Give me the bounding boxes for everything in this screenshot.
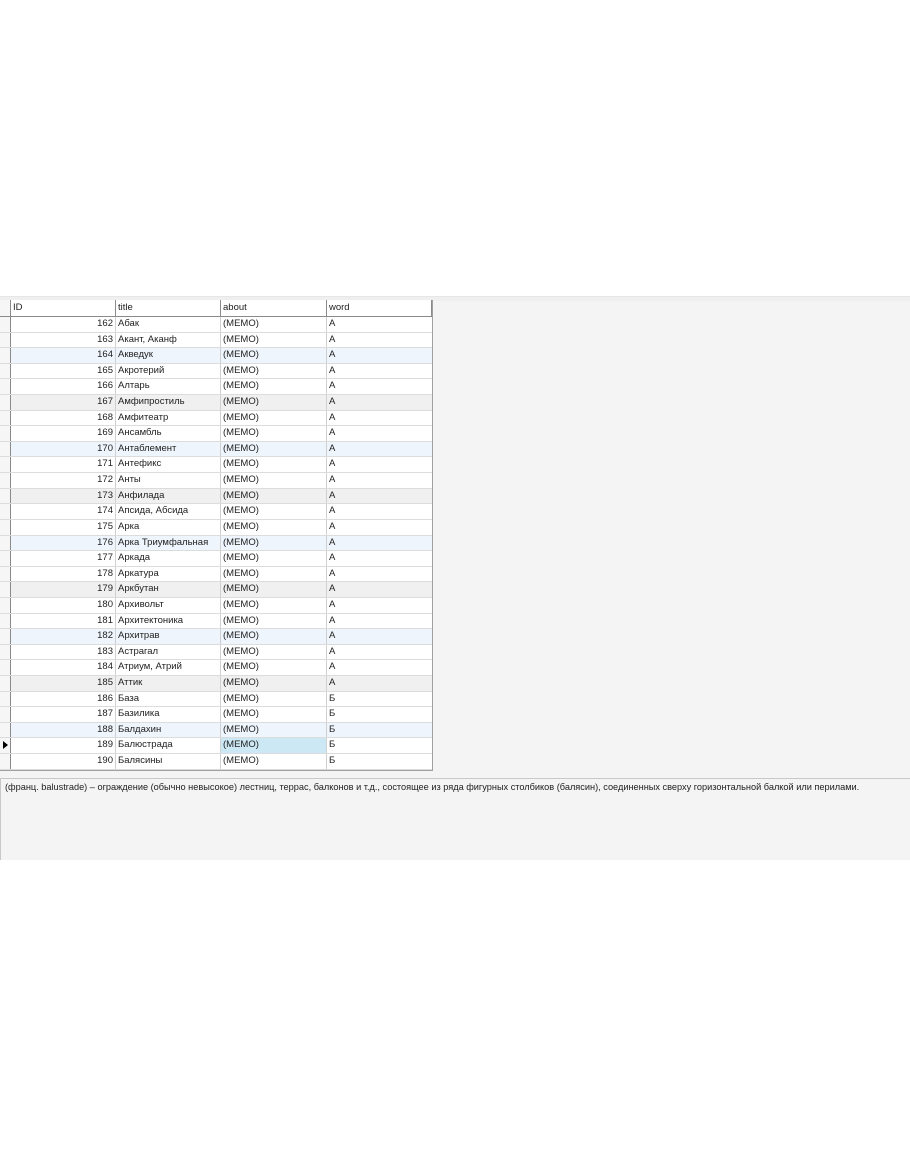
cell-title[interactable]: Аркада [116, 551, 221, 566]
cell-about[interactable]: (MEMO) [221, 754, 327, 769]
cell-title[interactable]: Аркатура [116, 567, 221, 582]
cell-id[interactable]: 162 [11, 317, 116, 332]
table-row[interactable] [0, 457, 432, 473]
cell-word[interactable]: А [329, 427, 336, 439]
cell-id[interactable]: 179 [11, 582, 116, 597]
cell-about[interactable]: (MEMO) [221, 676, 327, 691]
cell-about[interactable]: (MEMO) [221, 692, 327, 707]
cell-word[interactable]: А [329, 442, 336, 454]
cell-id[interactable]: 163 [11, 333, 116, 348]
row-indicator[interactable] [0, 426, 11, 441]
cell-about[interactable]: (MEMO) [221, 364, 327, 379]
table-row[interactable] [0, 598, 432, 614]
row-indicator[interactable] [0, 317, 11, 332]
cell-word[interactable]: А [329, 520, 336, 532]
cell-word[interactable]: Б [329, 755, 336, 767]
table-row[interactable] [0, 660, 432, 676]
row-indicator[interactable] [0, 411, 11, 426]
cell-title[interactable]: Архитрав [116, 629, 221, 644]
table-row[interactable] [0, 364, 432, 380]
row-indicator[interactable] [0, 567, 11, 582]
cell-id[interactable]: 183 [11, 645, 116, 660]
column-header-title[interactable]: title [116, 300, 221, 316]
cell-about[interactable]: (MEMO) [221, 660, 327, 675]
cell-about[interactable]: (MEMO) [221, 348, 327, 363]
cell-id[interactable]: 170 [11, 442, 116, 457]
cell-about[interactable]: (MEMO) [221, 317, 327, 332]
table-row[interactable] [0, 442, 432, 458]
row-indicator[interactable] [0, 457, 11, 472]
cell-id[interactable]: 164 [11, 348, 116, 363]
cell-word[interactable]: Б [329, 723, 336, 735]
cell-word[interactable]: Б [329, 692, 336, 704]
column-header-about[interactable]: about [221, 300, 327, 316]
row-indicator[interactable] [0, 536, 11, 551]
row-indicator[interactable] [0, 442, 11, 457]
cell-word[interactable]: А [329, 318, 336, 329]
cell-id[interactable]: 180 [11, 598, 116, 613]
cell-title[interactable]: Акант, Аканф [116, 333, 221, 348]
table-row[interactable] [0, 754, 432, 770]
row-indicator[interactable] [0, 676, 11, 691]
cell-id[interactable]: 176 [11, 536, 116, 551]
table-row[interactable] [0, 723, 432, 739]
row-indicator[interactable] [0, 707, 11, 722]
cell-word[interactable]: А [329, 380, 336, 392]
cell-title[interactable]: Акведук [116, 348, 221, 363]
table-row[interactable] [0, 551, 432, 567]
row-indicator[interactable] [0, 645, 11, 660]
cell-title[interactable]: База [116, 692, 221, 707]
cell-title[interactable]: Амфитеатр [116, 411, 221, 426]
row-indicator[interactable] [0, 504, 11, 519]
cell-word[interactable]: А [329, 489, 336, 501]
row-indicator[interactable] [0, 692, 11, 707]
cell-title[interactable]: Антаблемент [116, 442, 221, 457]
table-row[interactable] [0, 395, 432, 411]
table-row[interactable] [0, 582, 432, 598]
table-row[interactable] [0, 692, 432, 708]
cell-id[interactable]: 189 [11, 738, 116, 753]
table-row[interactable] [0, 426, 432, 442]
cell-word[interactable]: А [329, 333, 336, 345]
cell-word[interactable]: А [329, 536, 336, 548]
cell-id[interactable]: 185 [11, 676, 116, 691]
cell-word[interactable]: А [329, 661, 336, 673]
cell-id[interactable]: 178 [11, 567, 116, 582]
cell-about[interactable]: (MEMO) [221, 582, 327, 597]
table-row[interactable] [0, 348, 432, 364]
cell-about[interactable]: (MEMO) [221, 598, 327, 613]
cell-id[interactable]: 169 [11, 426, 116, 441]
row-indicator[interactable] [0, 723, 11, 738]
grid-header [0, 300, 432, 317]
cell-title[interactable]: Арка Триумфальная [116, 536, 221, 551]
row-indicator[interactable] [0, 379, 11, 394]
cell-about[interactable]: (MEMO) [221, 489, 327, 504]
cell-id[interactable]: 186 [11, 692, 116, 707]
cell-id[interactable]: 181 [11, 614, 116, 629]
table-row[interactable] [0, 333, 432, 349]
cell-title[interactable]: Астрагал [116, 645, 221, 660]
table-row[interactable] [0, 614, 432, 630]
table-row[interactable] [0, 520, 432, 536]
header-indicator [0, 300, 11, 316]
cell-about[interactable]: (MEMO) [221, 707, 327, 722]
cell-id[interactable]: 174 [11, 504, 116, 519]
cell-title[interactable]: Ансамбль [116, 426, 221, 441]
cell-word[interactable]: А [329, 364, 336, 376]
row-indicator[interactable] [0, 489, 11, 504]
cell-title[interactable]: Аркбутан [116, 582, 221, 597]
cell-id[interactable]: 172 [11, 473, 116, 488]
cell-word[interactable]: Б [329, 739, 336, 751]
cell-word[interactable]: А [329, 583, 336, 595]
row-indicator[interactable] [0, 660, 11, 675]
cell-title[interactable]: Акротерий [116, 364, 221, 379]
cell-word[interactable]: А [329, 474, 336, 486]
cell-title[interactable]: Алтарь [116, 379, 221, 394]
table-row[interactable] [0, 738, 432, 754]
cell-title[interactable]: Атриум, Атрий [116, 660, 221, 675]
cell-word[interactable]: А [329, 411, 336, 423]
cell-id[interactable]: 187 [11, 707, 116, 722]
cell-id[interactable]: 175 [11, 520, 116, 535]
cell-id[interactable]: 173 [11, 489, 116, 504]
cell-id[interactable]: 190 [11, 754, 116, 769]
row-indicator[interactable] [0, 473, 11, 488]
table-row[interactable] [0, 504, 432, 520]
cell-word[interactable]: Б [329, 708, 336, 720]
row-indicator[interactable] [0, 598, 11, 613]
cell-id[interactable]: 188 [11, 723, 116, 738]
cell-word[interactable]: А [329, 552, 336, 564]
data-grid[interactable] [0, 300, 433, 771]
cell-word[interactable]: А [329, 396, 336, 408]
column-header-word[interactable]: word [327, 300, 432, 316]
cell-about[interactable]: (MEMO) [221, 536, 327, 551]
cell-about[interactable]: (MEMO) [221, 442, 327, 457]
cell-title[interactable]: Архивольт [116, 598, 221, 613]
row-indicator[interactable] [0, 520, 11, 535]
cell-about[interactable]: (MEMO) [221, 567, 327, 582]
cell-word[interactable]: А [329, 349, 336, 361]
memo-text-area[interactable]: (франц. balustrade) – ограждение (обычно невысокое) лестниц, террас, балконов и т.д., состоящее из ряда фигурных столбиков (балясин), соединенных сверху горизонтальной балкой или перилами. [0, 778, 910, 860]
table-row[interactable] [0, 567, 432, 583]
table-row[interactable] [0, 676, 432, 692]
row-indicator[interactable] [0, 551, 11, 566]
cell-about[interactable]: (MEMO) [221, 333, 327, 348]
table-row[interactable] [0, 317, 432, 333]
cell-title[interactable]: Анты [116, 473, 221, 488]
cell-about[interactable]: (MEMO) [221, 520, 327, 535]
cell-title[interactable]: Балдахин [116, 723, 221, 738]
table-row[interactable] [0, 379, 432, 395]
cell-title[interactable]: Антефикс [116, 457, 221, 472]
cell-word[interactable]: А [329, 505, 336, 517]
cell-title[interactable]: Амфипростиль [116, 395, 221, 410]
row-indicator[interactable] [0, 364, 11, 379]
cell-about[interactable]: (MEMO) [221, 426, 327, 441]
table-row[interactable] [0, 489, 432, 505]
table-row[interactable] [0, 645, 432, 661]
cell-word[interactable]: А [329, 630, 336, 642]
cell-id[interactable]: 184 [11, 660, 116, 675]
cell-word[interactable]: А [329, 677, 336, 689]
cell-id[interactable]: 166 [11, 379, 116, 394]
row-indicator[interactable] [0, 582, 11, 597]
table-row[interactable] [0, 707, 432, 723]
cell-id[interactable]: 167 [11, 395, 116, 410]
cell-title[interactable]: Апсида, Абсида [116, 504, 221, 519]
cell-id[interactable]: 177 [11, 551, 116, 566]
row-indicator[interactable] [0, 629, 11, 644]
cell-title[interactable]: Балюстрада [116, 738, 221, 753]
column-header-id[interactable]: ID [11, 300, 116, 316]
row-indicator[interactable] [0, 754, 11, 769]
cell-word[interactable]: А [329, 645, 336, 657]
cell-about[interactable]: (MEMO) [221, 551, 327, 566]
cell-title[interactable]: Аттик [116, 676, 221, 691]
cell-title[interactable]: Базилика [116, 707, 221, 722]
cell-word[interactable]: А [329, 567, 336, 579]
cell-id[interactable]: 165 [11, 364, 116, 379]
table-row[interactable] [0, 411, 432, 427]
cell-word[interactable]: А [329, 458, 336, 470]
table-row[interactable] [0, 629, 432, 645]
cell-about[interactable]: (MEMO) [221, 645, 327, 660]
cell-title[interactable]: Арка [116, 520, 221, 535]
cell-about[interactable]: (MEMO) [221, 629, 327, 644]
cell-title[interactable]: Балясины [116, 754, 221, 769]
cell-id[interactable]: 171 [11, 457, 116, 472]
cell-about[interactable]: (MEMO) [221, 614, 327, 629]
cell-id[interactable]: 168 [11, 411, 116, 426]
cell-id[interactable]: 182 [11, 629, 116, 644]
row-indicator[interactable] [0, 738, 11, 753]
table-row[interactable] [0, 473, 432, 489]
cell-word[interactable]: А [329, 614, 336, 626]
row-indicator[interactable] [0, 395, 11, 410]
triangle-right-icon [3, 741, 8, 749]
cell-about[interactable]: (MEMO) [221, 411, 327, 426]
cell-about[interactable]: (MEMO) [221, 457, 327, 472]
cell-word[interactable]: А [329, 598, 336, 610]
cell-about[interactable]: (MEMO) [221, 395, 327, 410]
cell-about[interactable]: (MEMO) [221, 723, 327, 738]
row-indicator[interactable] [0, 614, 11, 629]
cell-title[interactable]: Архитектоника [116, 614, 221, 629]
cell-about[interactable]: (MEMO) [221, 473, 327, 488]
cell-about[interactable]: (MEMO) [221, 504, 327, 519]
table-row[interactable] [0, 536, 432, 552]
cell-about[interactable]: (MEMO) [221, 379, 327, 394]
cell-title[interactable]: Анфилада [116, 489, 221, 504]
row-indicator[interactable] [0, 333, 11, 348]
cell-about[interactable]: (MEMO) [221, 738, 327, 753]
cell-title[interactable]: Абак [116, 317, 221, 332]
row-indicator[interactable] [0, 348, 11, 363]
